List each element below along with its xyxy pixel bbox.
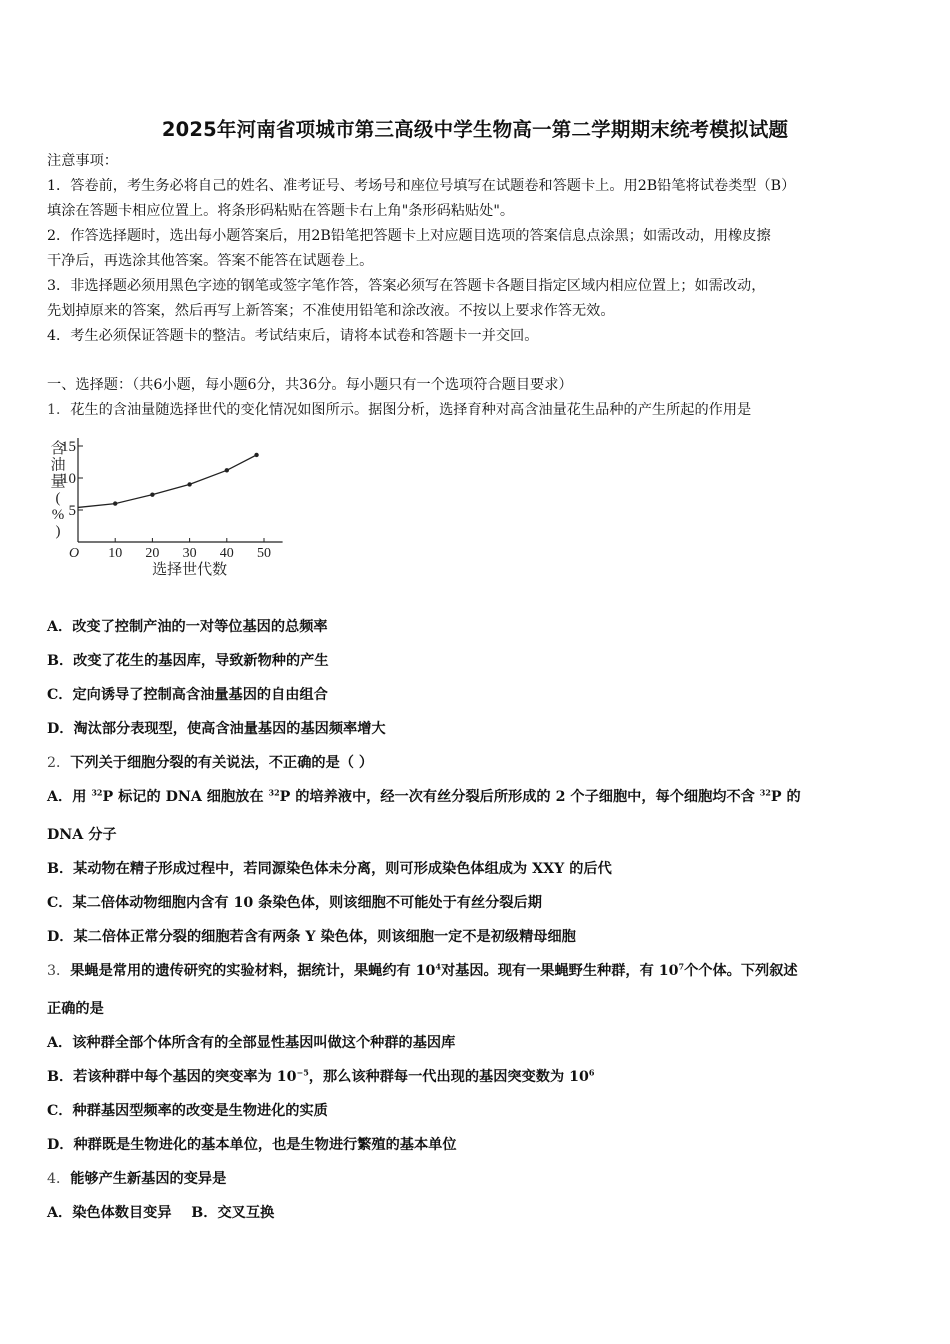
data-point <box>187 482 191 486</box>
x-tick-label: 20 <box>145 546 160 561</box>
notice-line-7: 4．考生必须保证答题卡的整洁。考试结束后，请将本试卷和答题卡一并交回。 <box>47 328 539 344</box>
superscript: 32 <box>91 787 103 798</box>
q2-option-c: C．某二倍体动物细胞内含有 10 条染色体，则该细胞不可能处于有丝分裂后期 <box>47 895 542 911</box>
question-1-stem <box>47 401 751 419</box>
x-tick-label: 40 <box>219 546 234 561</box>
text-part: ，那么该种群每一代出现的基因突变数为 10 <box>308 1069 589 1085</box>
x-tick-label: 30 <box>182 546 197 561</box>
q2-option-d: D．某二倍体正常分裂的细胞若含有两条 Y 染色体，则该细胞一定不是初级精母细胞 <box>47 929 576 945</box>
text-part: P 的 <box>770 789 801 805</box>
y-axis-label-char: 含 <box>50 441 66 457</box>
y-axis-label-char: ( <box>55 490 61 507</box>
question-number: 3． <box>47 963 71 979</box>
superscript: 7 <box>678 961 685 972</box>
origin-label: O <box>68 546 80 561</box>
q4-options: A．染色体数目变异 B．交叉互换 <box>47 1205 275 1221</box>
question-text: 花生的含油量随选择世代的变化情况如图所示。据图分析，选择育种对高含油量花生品种的产生所起的作用是 <box>70 402 752 418</box>
section-heading: 一、选择题：（共6小题，每小题6分，共36分。每小题只有一个选项符合题目要求） <box>47 377 573 393</box>
y-axis-label-char: ) <box>55 523 61 540</box>
data-point <box>113 501 117 505</box>
text-part: B．若该种群中每个基因的突变率为 10 <box>47 1069 297 1085</box>
notice-line-6: 先划掉原来的答案，然后再写上新答案；不准使用铅笔和涂改液。不按以上要求作答无效。 <box>47 303 615 319</box>
q1-option-c: C．定向诱导了控制高含油量基因的自由组合 <box>47 687 328 703</box>
x-tick-label: 50 <box>257 546 271 561</box>
text-part: 个个体。下列叙述 <box>684 963 798 979</box>
q1-option-a: A．改变了控制产油的一对等位基因的总频率 <box>47 619 328 635</box>
notice-line-1: 1．答卷前，考生务必将自己的姓名、准考证号、考场号和座位号填写在试题卷和答题卡上。用2B铅笔将试卷类型（B） <box>47 178 796 194</box>
notice-heading: 注意事项： <box>47 153 118 169</box>
superscript: 32 <box>759 787 771 798</box>
notice-line-3: 2．作答选择题时，选出每小题答案后，用2B铅笔把答题卡上对应题目选项的答案信息点涂黑；如需改动，用橡皮擦 <box>47 228 771 244</box>
text-part: P 的培养液中，经一次有丝分裂后所形成的 2 个子细胞中，每个细胞均不含 <box>279 789 760 805</box>
question-3-stem <box>47 962 798 980</box>
question-text: 下列关于细胞分裂的有关说法，不正确的是（ ） <box>70 755 374 771</box>
y-tick-label: 15 <box>61 439 76 455</box>
superscript: 32 <box>268 787 280 798</box>
q3-option-a: A．该种群全部个体所含有的全部显性基因叫做这个种群的基因库 <box>47 1035 456 1051</box>
notice-line-2: 填涂在答题卡相应位置上。将条形码粘贴在答题卡右上角"条形码粘贴处"。 <box>47 203 515 219</box>
q1-option-d: D．淘汰部分表现型，使高含油量基因的基因频率增大 <box>47 721 386 737</box>
text-part: 对基因。现有一果蝇野生种群，有 10 <box>440 963 679 979</box>
superscript: 6 <box>588 1067 595 1078</box>
q3-option-d: D．种群既是生物进化的基本单位，也是生物进行繁殖的基本单位 <box>47 1137 457 1153</box>
data-point <box>150 492 154 496</box>
x-axis-label: 选择世代数 <box>152 562 228 578</box>
q1-option-b: B．改变了花生的基因库，导致新物种的产生 <box>47 653 329 669</box>
y-axis-label-char: 量 <box>50 474 66 490</box>
oil-content-series-line <box>78 455 257 507</box>
question-3-stem-cont: 正确的是 <box>47 1001 104 1017</box>
y-axis-label-char: 油 <box>50 457 66 474</box>
question-text: 能够产生新基因的变异是 <box>70 1171 227 1187</box>
data-point <box>254 453 258 457</box>
question-number: 2． <box>47 755 71 771</box>
exam-title: 2025年河南省项城市第三高级中学生物高一第二学期期末统考模拟试题 <box>161 118 789 141</box>
question-2-stem <box>47 754 373 772</box>
q3-option-b <box>47 1068 594 1086</box>
question-number: 4． <box>47 1171 71 1187</box>
superscript: 4 <box>435 961 441 972</box>
notice-line-4: 干净后，再选涂其他答案。答案不能答在试题卷上。 <box>47 253 374 269</box>
text-part: 果蝇是常用的遗传研究的实验材料，据统计，果蝇约有 10 <box>70 963 436 979</box>
q2-option-a <box>47 788 801 806</box>
text-part: P 标记的 DNA 细胞放在 <box>102 789 269 805</box>
q2-option-a-cont: DNA 分子 <box>47 827 117 843</box>
y-axis-label-char: % <box>51 507 65 523</box>
text-part: A．用 <box>47 789 92 805</box>
y-tick-label: 10 <box>61 471 76 487</box>
question-number: 1． <box>47 402 71 418</box>
data-point <box>225 468 229 472</box>
superscript: −5 <box>296 1067 309 1078</box>
q2-option-b: B．某动物在精子形成过程中，若同源染色体未分离，则可形成染色体组成为 XXY 的后代 <box>47 861 612 877</box>
x-tick-label: 10 <box>108 546 123 561</box>
oil-content-line-chart <box>44 438 294 580</box>
notice-line-5: 3．非选择题必须用黑色字迹的钢笔或签字笔作答，答案必须写在答题卡各题目指定区域内相应位置上；如需改动， <box>47 278 766 294</box>
y-tick-label: 5 <box>68 503 76 519</box>
q3-option-c: C．种群基因型频率的改变是生物进化的实质 <box>47 1103 328 1119</box>
question-4-stem <box>47 1170 226 1188</box>
